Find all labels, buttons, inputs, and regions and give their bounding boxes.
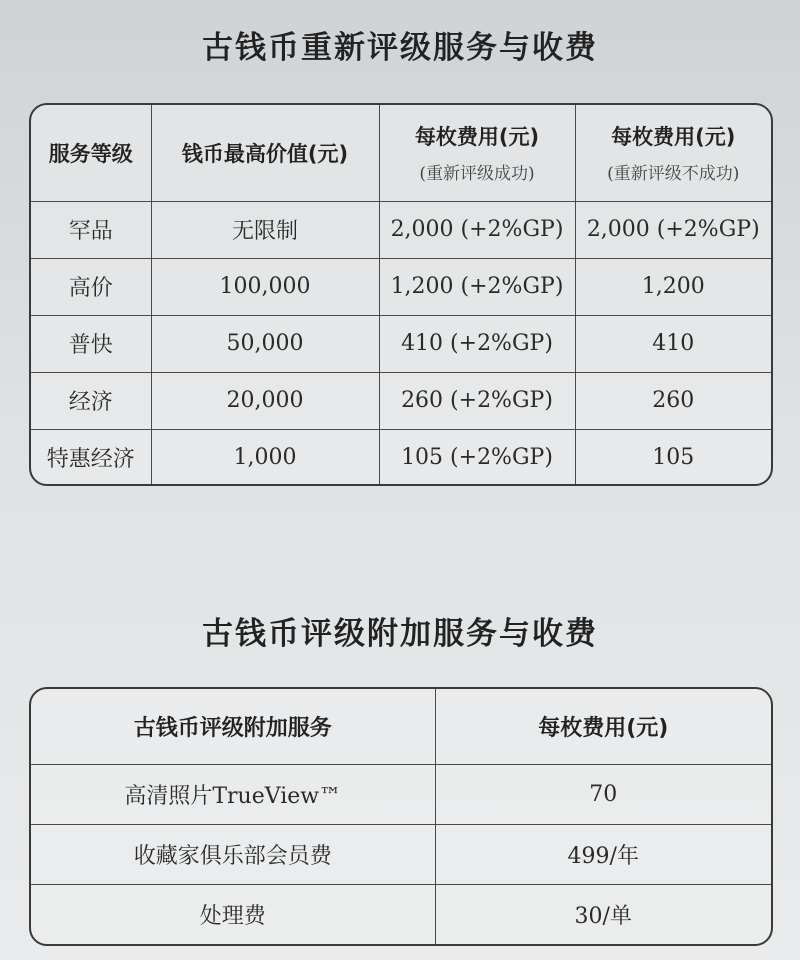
cell-fee-success: 1,200 (+2%GP) bbox=[379, 258, 575, 315]
header-addon-service: 古钱币评级附加服务 bbox=[31, 689, 435, 764]
cell-fee-success: 2,000 (+2%GP) bbox=[379, 201, 575, 258]
table-row bbox=[31, 258, 771, 315]
cell-fee-fail: 2,000 (+2%GP) bbox=[575, 201, 771, 258]
cell-addon-fee: 499/年 bbox=[435, 824, 771, 884]
cell-level: 特惠经济 bbox=[31, 429, 151, 486]
cell-max-value: 1,000 bbox=[151, 429, 379, 486]
cell-fee-fail: 105 bbox=[575, 429, 771, 486]
header-fee-fail-note: (重新评级不成功) bbox=[607, 164, 740, 185]
addon-fee-table-container bbox=[29, 687, 773, 946]
table-row bbox=[31, 764, 771, 824]
cell-addon-fee: 30/单 bbox=[435, 884, 771, 944]
cell-max-value: 20,000 bbox=[151, 372, 379, 429]
header-service-level: 服务等级 bbox=[31, 105, 151, 201]
header-fee-success-note: (重新评级成功) bbox=[419, 164, 535, 185]
cell-max-value: 无限制 bbox=[151, 201, 379, 258]
table-row bbox=[31, 315, 771, 372]
table-row bbox=[31, 201, 771, 258]
cell-fee-fail: 1,200 bbox=[575, 258, 771, 315]
cell-addon-service: 处理费 bbox=[31, 884, 435, 944]
regrade-fee-table bbox=[31, 105, 771, 486]
cell-max-value: 100,000 bbox=[151, 258, 379, 315]
header-fee-success: 每枚费用(元) (重新评级成功) bbox=[379, 105, 575, 201]
cell-addon-service: 收藏家俱乐部会员费 bbox=[31, 824, 435, 884]
table-row bbox=[31, 429, 771, 486]
cell-max-value: 50,000 bbox=[151, 315, 379, 372]
cell-fee-success: 260 (+2%GP) bbox=[379, 372, 575, 429]
table-header-row bbox=[31, 689, 771, 764]
cell-level: 高价 bbox=[31, 258, 151, 315]
cell-fee-fail: 260 bbox=[575, 372, 771, 429]
table-row bbox=[31, 824, 771, 884]
table-row bbox=[31, 884, 771, 944]
cell-addon-fee: 70 bbox=[435, 764, 771, 824]
regrade-fee-table-container bbox=[29, 103, 773, 486]
cell-level: 罕品 bbox=[31, 201, 151, 258]
cell-level: 经济 bbox=[31, 372, 151, 429]
cell-addon-service: 高清照片TrueView™ bbox=[31, 764, 435, 824]
cell-fee-fail: 410 bbox=[575, 315, 771, 372]
regrade-section-title: 古钱币重新评级服务与收费 bbox=[202, 30, 598, 66]
header-max-value: 钱币最高价值(元) bbox=[151, 105, 379, 201]
header-fee-fail: 每枚费用(元) (重新评级不成功) bbox=[575, 105, 771, 201]
table-header-row bbox=[31, 105, 771, 201]
table-row bbox=[31, 372, 771, 429]
addon-section-title: 古钱币评级附加服务与收费 bbox=[202, 616, 598, 652]
cell-fee-success: 105 (+2%GP) bbox=[379, 429, 575, 486]
header-addon-fee: 每枚费用(元) bbox=[435, 689, 771, 764]
addon-fee-table bbox=[31, 689, 771, 944]
cell-level: 普快 bbox=[31, 315, 151, 372]
cell-fee-success: 410 (+2%GP) bbox=[379, 315, 575, 372]
